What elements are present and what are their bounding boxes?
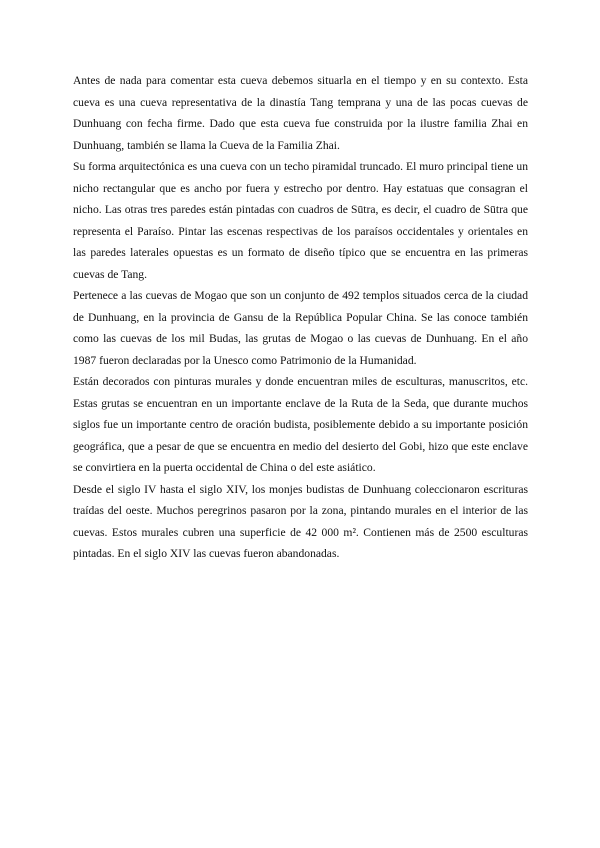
paragraph-architecture: Su forma arquitectónica es una cueva con un techo piramidal truncado. El muro principal tiene un nicho rectangular que es ancho por fuera y estrecho por dentro. Hay estatuas que consagran el nicho. Las otras tres paredes están pintadas con cuadros de Sūtra, es decir, el cuadro de Sūtra que representa el Paraíso. Pintar las escenas respectivas de los paraísos occidentales y orientales en las paredes laterales opuestas es un formato de diseño típico que se encuentra en las primeras cuevas de Tang. bbox=[73, 160, 528, 281]
paragraph-mogao-caves: Pertenece a las cuevas de Mogao que son un conjunto de 492 templos situados cerca de la ciudad de Dunhuang, en la provincia de Gansu de la República Popular China. Se las conoce también como las cuevas de los mil Budas, las grutas de Mogao o las cuevas de Dunhuang. En el año 1987 fueron declaradas por la Unesco como Patrimonio de la Humanidad. bbox=[73, 289, 528, 367]
paragraph-context: Antes de nada para comentar esta cueva debemos situarla en el tiempo y en su contexto. Esta cueva es una cueva representativa de la dinastía Tang temprana y una de las pocas cuevas de Dunhuang con fecha firme. Dado que esta cueva fue construida por la ilustre familia Zhai en Dunhuang, también se llama la Cueva de la Familia Zhai. bbox=[73, 74, 528, 152]
paragraph-history: Desde el siglo IV hasta el siglo XIV, los monjes budistas de Dunhuang coleccionaron escrituras traídas del oeste. Muchos peregrinos pasaron por la zona, pintando murales en el interior de las cuevas. Estos murales cubren una superficie de 42 000 m². Contienen más de 2500 esculturas pintadas. En el siglo XIV las cuevas fueron abandonadas. bbox=[73, 482, 528, 560]
document-page bbox=[73, 70, 528, 565]
paragraph-decoration: Están decorados con pinturas murales y donde encuentran miles de esculturas, manuscritos, etc. Estas grutas se encuentran en un importante enclave de la Ruta de la Seda, que durante muchos siglos fue un importante centro de oración budista, posiblemente debido a su importante posición geográfica, que a pesar de que se encuentra en medio del desierto del Gobi, hizo que este enclave se convirtiera en la puerta occidental de China o del este asiático. bbox=[73, 375, 528, 474]
